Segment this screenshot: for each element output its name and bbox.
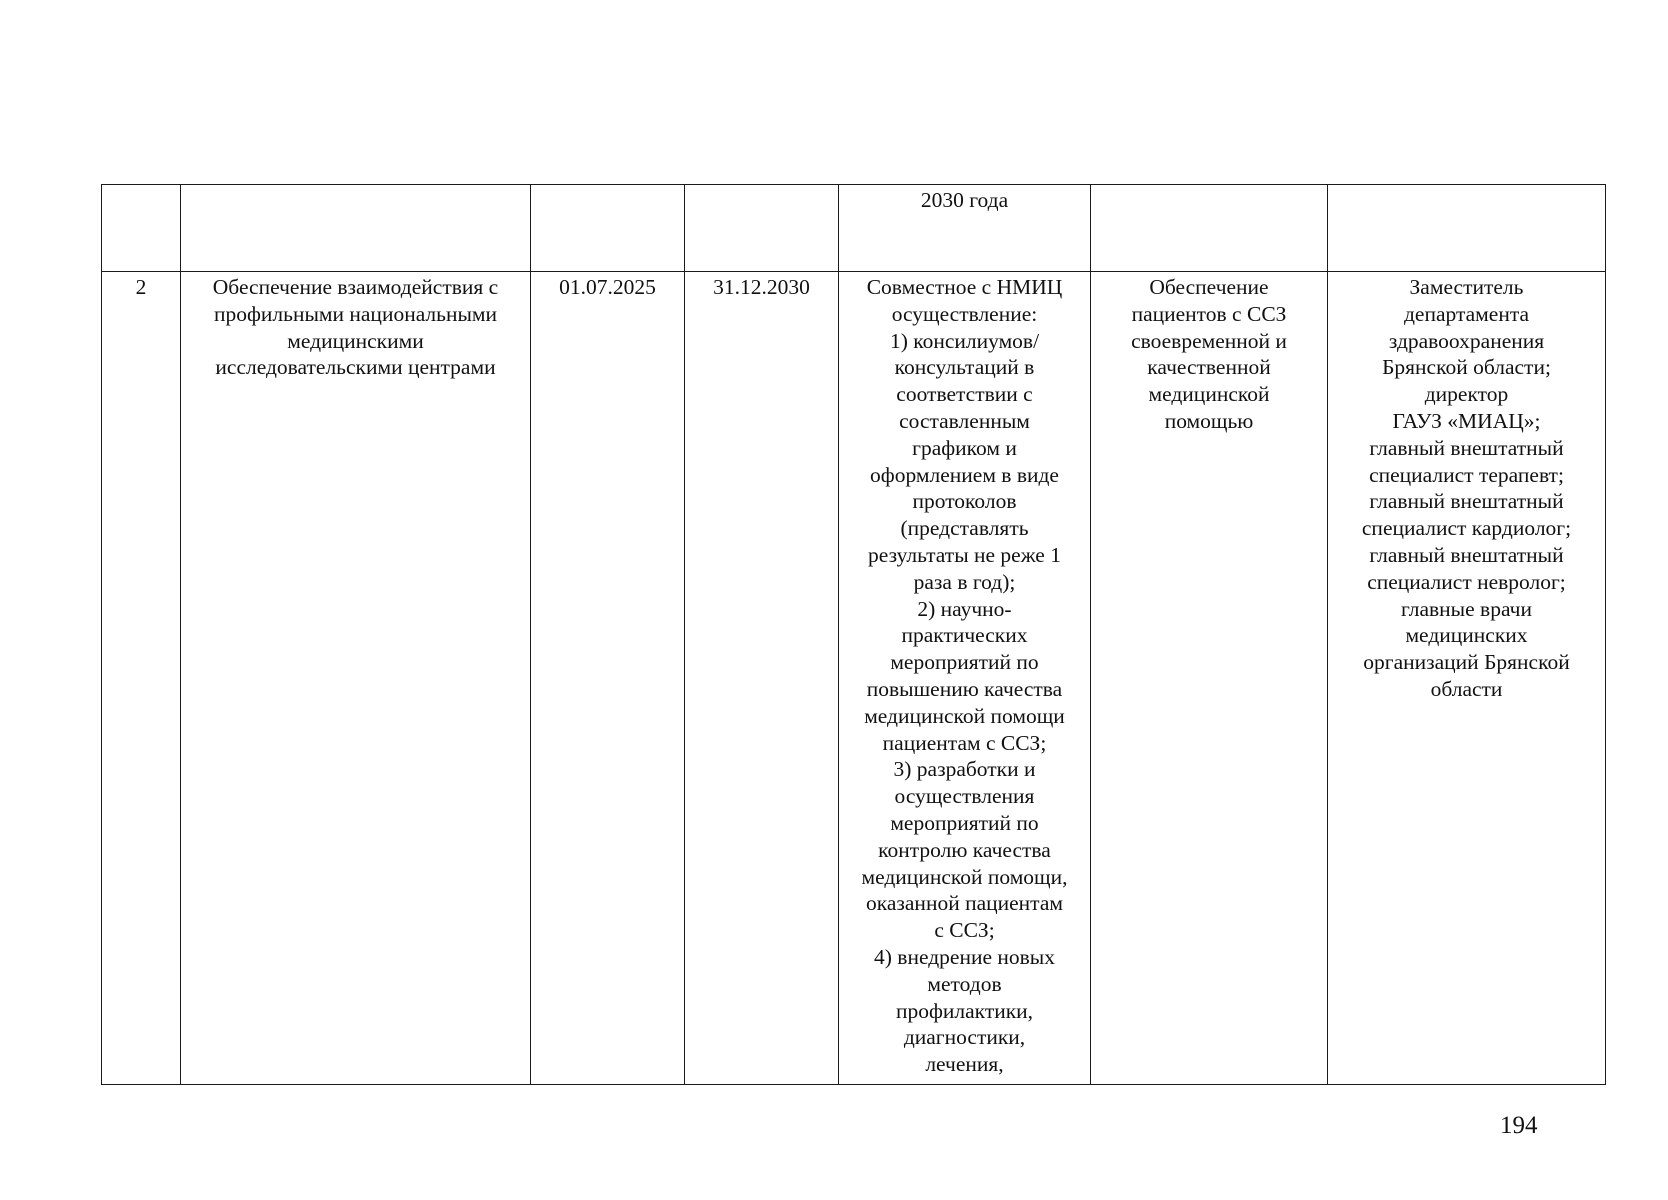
cell-num — [102, 185, 181, 272]
cell-start-date — [531, 185, 685, 272]
action-plan-table — [101, 184, 1606, 1085]
cell-result: Совместное с НМИЦ осуществление: 1) консилиумов/ консультаций в соответствии с составленным графиком и оформлением в виде протоколов (представлять результаты не реже 1 раза в год); 2) научно- практических мероприятий по повышению качества медицинской помощи пациентам с ССЗ; 3) разработки и осуществления мероприятий по контролю качества медицинской помощи, оказанной пациентам с ССЗ; 4) внедрение новых методов профилактики, диагностики, лечения, — [839, 272, 1091, 1085]
cell-num: 2 — [102, 272, 181, 1085]
cell-effect: Обеспечение пациентов с ССЗ своевременной и качественной медицинской помощью — [1091, 272, 1328, 1085]
cell-name: Обеспечение взаимодействия с профильными национальными медицинскими исследовательскими центрами — [181, 272, 531, 1085]
table-row-continuation — [102, 185, 1606, 272]
cell-effect — [1091, 185, 1328, 272]
cell-result: 2030 года — [839, 185, 1091, 272]
cell-start-date: 01.07.2025 — [531, 272, 685, 1085]
page-number: 194 — [1500, 1112, 1538, 1139]
cell-responsible — [1328, 185, 1606, 272]
table-row — [102, 272, 1606, 1085]
cell-end-date — [685, 185, 839, 272]
cell-name — [181, 185, 531, 272]
cell-end-date: 31.12.2030 — [685, 272, 839, 1085]
cell-responsible: Заместитель департамента здравоохранения Брянской области; директор ГАУЗ «МИАЦ»; главный внештатный специалист терапевт; главный внештатный специалист кардиолог; главный внештатный специалист невролог; главные врачи медицинских организаций Брянской области — [1328, 272, 1606, 1085]
